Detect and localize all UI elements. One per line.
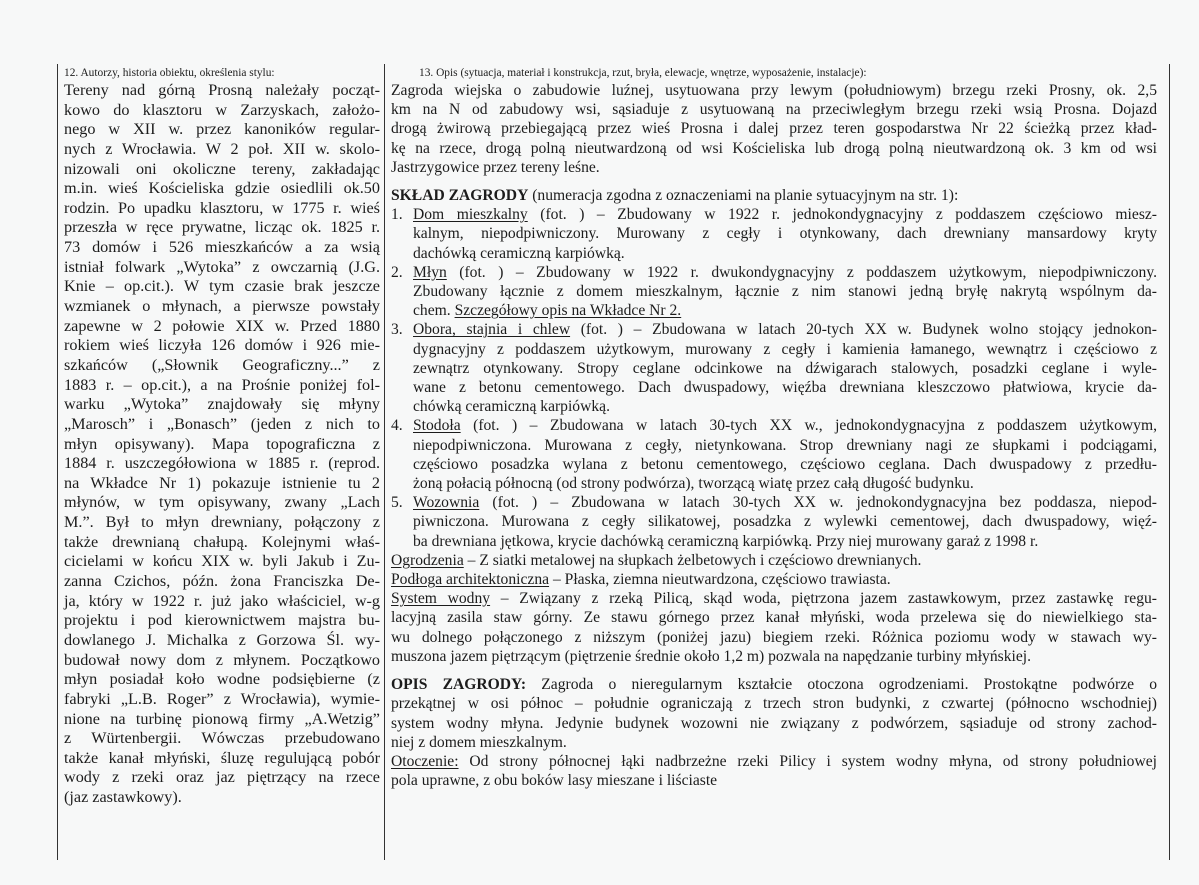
text-line: wu dolnego połączonego z niższym (poniżej jazu) biegiem rzeki. Różnica poziomu wody w stawach wy- [391,628,1157,646]
text-line: rodzin. Po upadku klasztoru, w 1775 r. wieś [64,198,380,217]
opis-title: OPIS ZAGRODY: [391,676,527,694]
list-number: 3. [391,321,403,339]
text-line: dygnacyjny z poddaszem użytkowym, murowany z cegły i kamienia łamanego, wewnątrz i częściowo z [413,340,1157,358]
description-text [391,81,1157,790]
text-line: zanna Czichos, późn. żona Franciszka De- [64,572,380,591]
wkladka-reference: Szczegółowy opis na Wkładce Nr 2. [454,302,682,320]
opis-zagrody-paragraph [391,675,1157,752]
text-line: Knie – op.cit.). W tym czasie brak jeszcze [64,277,380,296]
history-column [57,64,384,860]
text-line: system wodny młyna. Jedynie budynek wozowni nie związany z podwórzem, sąsiaduje od strony zachod- [391,714,1157,732]
text-line: M.”. Był to młyn drewniany, połączony z [64,513,380,532]
text-line: wody z rzeki oraz jaz piętrzący na rzece [64,768,380,787]
system-wodny-paragraph [391,589,1157,666]
text-line: km na N od zabudowy wsi, sąsiaduje z usytuowaną na przeciwległym brzegu rzeki wsią Prosna. Dojazd [391,101,1157,119]
text-line: nione na turbinę pionową firmy „A.Wetzig” [64,709,380,728]
text-line: nizowali oni okoliczne tereny, zakładając [64,159,380,178]
text-line: młynów, w tym opisywany, zwany „Lach [64,493,380,512]
ogrodzenia-label: Ogrodzenia [391,551,464,569]
text-line: młyn opisywany). Mapa topograficzna z [64,434,380,453]
text-line: Dom mieszkalny (fot. ) – Zbudowany w 1922 r. jednokondygnacyjny z poddaszem częściowo miesz- [413,206,1157,224]
text-line: Wozownia (fot. ) – Zbudowana w latach 30-tych XX w. jednokondygnacyjna bez poddasza, niepod- [413,494,1157,512]
text-line: 1883 r. – op.cit.), a na Prośnie poniżej fol- [64,375,380,394]
sklad-subtitle: (numeracja zgodna z oznaczeniami na planie sytuacyjnym na str. 1): [528,187,959,205]
text-line: m.in. wieś Kościeliska gdzie osiedlili ok.50 [64,179,380,198]
text-line: drogą żwirową przebiegającą przez wieś Prosna i dalej przez teren gospodarstwa Nr 22 ścieżką przez kład- [391,120,1157,138]
list-item-mlyn [391,263,1157,321]
text-line: „Marosch” i „Bonasch” (jeden z nich to [64,414,380,433]
text-line: zewnątrz otynkowany. Stropy ceglane odcinkowe na dźwigarach stalowych, posadzki ceglane i wyle- [413,359,1157,377]
list-number: 5. [391,494,403,512]
text-line: żoną połacią północną (od strony podwórza), tworzącą wiatę przez całą długość budynku. [413,475,974,493]
podloga-label: Podłoga architektoniczna [391,571,550,589]
text-line: kę na rzece, drogą polną nieutwardzoną od wsi Kościeliska lub drogą polną nieutwardzoną ok. 3 km od wsi [391,139,1157,157]
text-line: Otoczenie: Od strony północnej łąki nadbrzeżne rzeki Pilicy i system wodny młyna, od strony południowej [391,752,1157,770]
text-line: Zbudowany łącznie z domem mieszkalnym, łącznie z nim stanowi jedną bryłę nakrytą wspólnym da- [413,283,1157,301]
description-column [384,64,1170,860]
text-line: przeszła w ręce prywatne, licząc ok. 1825 r. [64,218,380,237]
text-line: Tereny nad górną Prosną należały począt- [64,81,380,99]
text-line: muszona jazem piętrzącym (piętrzenie średnie około 1,2 m) pozwala na napędzanie turbiny młyńskiej. [391,647,1031,665]
list-item-dom [391,205,1157,263]
text-line: wane z betonu cementowego. Dach dwuspadowy, więźba drewniana kleszczowo płatwiowa, krycie da- [413,379,1157,397]
text-line: warku „Wytoka” znajdowały się młyny [64,395,380,414]
text-line: Zagroda wiejska o zabudowie luźnej, usytuowana przy lewym (południowym) brzegu rzeki Prosny, ok. 2,5 [391,82,1157,99]
text-line: chem. Szczegółowy opis na Wkładce Nr 2. [413,302,682,320]
list-number: 2. [391,263,403,281]
text-line: rokiem wieś liczyła 126 domów i 926 mie- [64,336,380,355]
sklad-zagrody-section [391,186,1157,666]
intro-paragraph [391,81,1157,177]
text-line: piwniczona. Murowana z cegły silikatowej, posadzka z wylewki cementowej, dach dwuspadowy, więź- [413,513,1157,531]
text-line: nego w XII w. przez kanoników regular- [64,120,380,139]
text-line: cicielami w końcu XIX w. byli Jakub i Zu- [64,552,380,571]
text-line: (jaz zastawkowy). [64,788,182,807]
text-line: także drewnianą chałupą. Kolejnymi właś- [64,532,380,551]
podloga-line: Podłoga architektoniczna – Płaska, ziemna nieutwardzona, częściowo trawiasta. [391,571,891,589]
text-line: 73 domów i 526 mieszkańców a za wsią [64,238,380,257]
description-heading: 13. Opis (sytuacja, materiał i konstrukcja, rzut, bryła, elewacje, wnętrze, wyposażenie, instalacje): [419,67,867,79]
list-item-obora [391,320,1157,416]
text-line: wzmianek o młynach, a pierwsze powstały [64,297,380,316]
text-line: istniał folwark „Wytoka” z owczarnią (J.G. [64,257,380,276]
text-line: budował nowy dom z młynem. Początkowo [64,650,380,669]
text-line: także kanał młyński, śluzę regulującą pobór [64,748,380,767]
otoczenie-paragraph [391,752,1157,790]
item-name: Młyn [413,263,447,281]
history-heading: 12. Autorzy, historia obiektu, określenia stylu: [64,67,275,79]
list-item-stodola [391,416,1157,493]
item-name: Dom mieszkalny [413,206,528,224]
text-line: młyn posiadał koło wodne podsiębierne (z [64,670,380,689]
item-name: Wozownia [413,494,480,512]
list-number: 4. [391,417,403,435]
text-line: ja, który w 1922 r. już jako właściciel, w-g [64,591,380,610]
text-line: projektu i pod kierownictwem majstra bu- [64,611,380,630]
text-line: przekątnej w osi północ – południe ograniczają z trzech stron budynki, z czwartej (północno wschodniej) [391,695,1157,713]
text-line: ba drewniana jętkowa, krycie dachówką ceramiczną karpiówką. Przy niej murowany garaż z 1998 r. [413,532,1039,550]
text-line: System wodny – Związany z rzeką Pilicą, skąd woda, piętrzona jazem zastawkowym, przez zastawkę regu- [391,590,1157,608]
text-line: szkańców („Słownik Geograficzny...” z [64,355,380,374]
text-line: 1884 r. uszczegółowiona w 1885 r. (reprod. [64,454,380,473]
text-line: dachówką ceramiczną karpiówką. [413,244,625,262]
text-line: dowlanego J. Michalka z Gorzowa Śl. wy- [64,630,380,649]
text-line: kalnym, niepodpiwniczony. Murowany z cegły i otynkowany, dach drewniany mansardowy kryty [413,225,1157,243]
text-line: nych z Wrocławia. W 2 poł. XII w. skolo- [64,139,380,158]
text-line: Obora, stajnia i chlew (fot. ) – Zbudowana w latach 20-tych XX w. Budynek wolno stojący jednokon- [413,321,1157,339]
text-line: pola uprawne, z obu boków lasy mieszane i liściaste [391,772,718,790]
text-line: z Würtenbergii. Wówczas przebudowano [64,729,380,748]
text-line: kowo do klasztoru w Zarzyskach, założo- [64,100,380,119]
sklad-title: SKŁAD ZAGRODY [391,187,529,205]
text-line: zapewne w 2 połowie XIX w. Przed 1880 [64,316,380,335]
text-line: Jastrzygowice przez tereny leśne. [391,158,600,176]
otoczenie-label: Otoczenie: [391,752,459,770]
system-wodny-label: System wodny [391,590,491,608]
item-name: Stodoła [413,417,461,435]
text-line: na Wkładce Nr 1) pokazuje istnienie tu 2 [64,473,380,492]
text-line: niepodpiwniczona. Murowana z cegły, nietynkowana. Strop drewniany nagi ze słupkami i podciągami, [413,436,1157,454]
list-number: 1. [391,206,403,224]
text-line: częściowo posadzka wylana z betonu cementowego, częściowo ceglana. Dach dwuspadowy z przedłu- [413,455,1157,473]
text-line: chówką ceramiczną karpiówką. [413,398,610,416]
history-text [64,81,380,808]
text-line: niej z domem mieszkalnym. [391,733,567,751]
text-line: OPIS ZAGRODY: Zagroda o nieregularnym kształcie otoczona ogrodzeniami. Prostokątne podwórze o [391,676,1157,694]
sklad-heading [391,186,1157,205]
text-line: lacyjną zasila staw górny. Ze stawu górnego przez kanał młyński, woda przelewa się do niewielkiego sta- [391,609,1157,627]
text-line: Stodoła (fot. ) – Zbudowana w latach 30-tych XX w., jednokondygnacyjna z poddaszem użytkowym, [413,417,1157,435]
list-item-wozownia [391,493,1157,551]
text-line: fabryki „L.B. Roger” z Wrocławia), wymie- [64,689,380,708]
item-name: Obora, stajnia i chlew [413,321,571,339]
text-line: Młyn (fot. ) – Zbudowany w 1922 r. dwukondygnacyjny z poddaszem użytkowym, niepodpiwniczony. [413,263,1157,281]
ogrodzenia-line: Ogrodzenia – Z siatki metalowej na słupkach żelbetowych i częściowo drewnianych. [391,551,922,569]
